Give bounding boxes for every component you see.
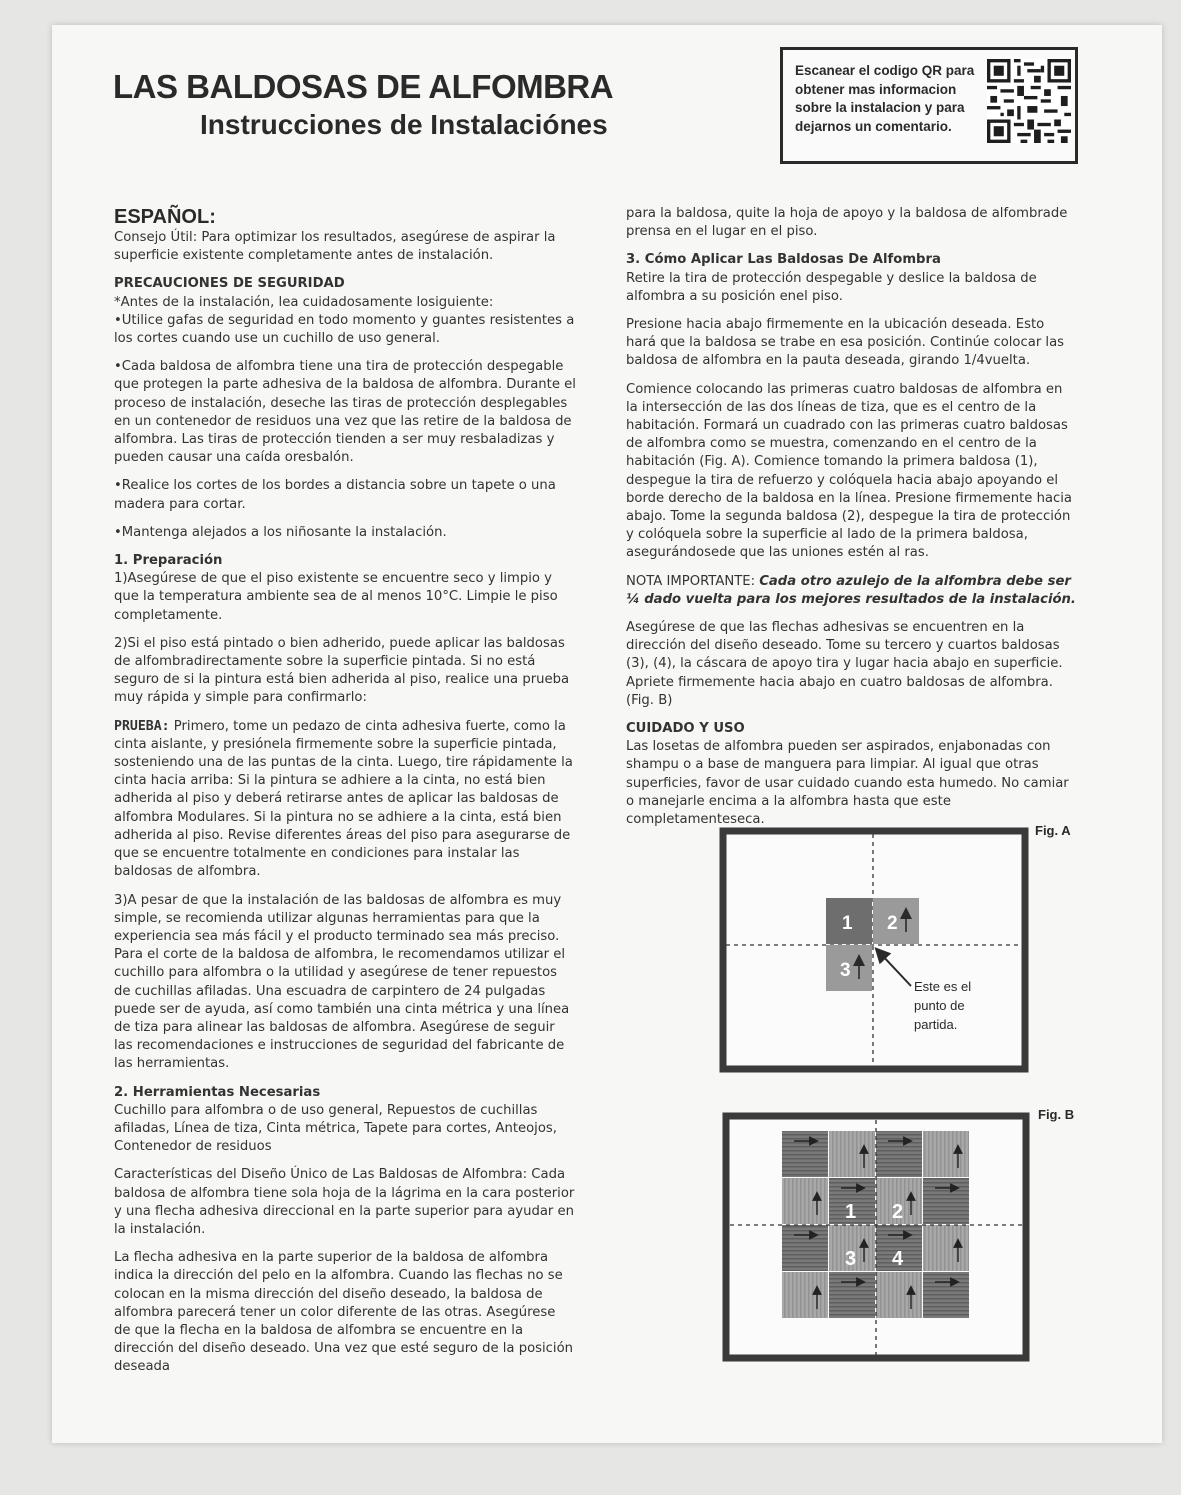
test-text: Primero, tome un pedazo de cinta adhesiva fuerte, como la cinta aislante, y presiónela firmemente sobre la superficie pintada, sosteniendo una de las puntas de la cinta. Luego, tire rápidamente la cinta hacia arriba: Si la pintura se adhiere a la cinta, no está bien adherida al piso y deberá retirarse antes de aplicar las baldosas de alfombra Modulares. Si la pintura no se adhiere a la cinta, está bien adherida al piso. Revise diferentes áreas del piso para asegurarse de que se encuentre totalmente en condiciones para instalar las baldosas de alfombra. <box>114 718 573 880</box>
tools-text: Cuchillo para alfombra o de uso general, Repuestos de cuchillas afiladas, Línea de tiza, Cinta métrica, Tapete para cortes, Anteojos, Contenedor de residuos <box>114 1102 557 1155</box>
apply-step: Comience colocando las primeras cuatro baldosas de alfombra en la intersección de las dos líneas de tiza, que es el centro de la habitación. Formará un cuadrado con las primeras cuatro baldosas de alfombra como se muestra, comenzando en el centro de la habitación (Fig. A). Comience tomando la primera baldosa (1), despegue la tira de refuerzo y colóquela hacia abajo apoyando el borde derecho de la baldosa en la línea. Presione firmemente hacia abajo. Tome la segunda baldosa (2), despegue la tira de protección y colóquela sobre la superficie al lado de la primera baldosa, asegurándosede que las uniones estén al ras. <box>626 381 1072 561</box>
carpet-tile <box>923 1178 969 1224</box>
carpet-tile <box>923 1225 969 1271</box>
tile-number: 1 <box>845 1201 857 1223</box>
figure-a <box>718 826 1030 1074</box>
tile-number: 1 <box>842 913 853 934</box>
fig-b-label: Fig. B <box>1038 1107 1075 1122</box>
tile-number: 3 <box>840 960 851 981</box>
tile-number: 4 <box>892 1248 904 1270</box>
callout-line: punto de <box>914 998 965 1013</box>
prep-step: 3)A pesar de que la instalación de las baldosas de alfombra es muy simple, se recomienda utilizar algunas herramientas para que la experiencia sea más fácil y el producto terminado sea más preciso. Para el corte de la baldosa de alfombra, le recomendamos utilizar el cuchillo para alfombra o la utilidad y asegúrese de tener repuestos de cuchillas afiladas. Una escuadra de carpintero de 24 pulgadas puede ser de ayuda, así como también una cinta métrica y una línea de tiza para alinear las baldosas de alfombra. Asegúrese de seguir las recomendaciones e instrucciones de seguridad del fabricante de las herramientas. <box>114 892 570 1072</box>
prep-step: 2)Si el piso está pintado o bien adherido, puede aplicar las baldosas de alfombradirectamente sobre la superficie pintada. Si no está seguro de si la pintura está bien adherida al piso, realice una prueba muy rápida y simple para confirmarlo: <box>114 635 570 706</box>
care-heading: CUIDADO Y USO <box>626 721 745 737</box>
right-column <box>626 205 1076 839</box>
test-label: PRUEBA: <box>114 718 170 734</box>
safety-item: •Utilice gafas de seguridad en todo momento y guantes resistentes a los cortes cuando use un cuchillo de uso general. <box>114 312 575 347</box>
arrow-text: La flecha adhesiva en la parte superior de la baldosa de alfombra indica la dirección del pelo en la alfombra. Cuando las flechas no se colocan en la misma dirección del diseño deseado, la baldosa de alfombra parecerá tener un color diferente de las otras. Asegúrese de que la flecha en la baldosa de alfombra se encuentre en la dirección del diseño deseado. Una vez que esté seguro de la posición deseada <box>114 1250 574 1375</box>
continuation-text: para la baldosa, quite la hoja de apoyo y la baldosa de alfombrade prensa en el lugar en el piso. <box>626 206 1068 240</box>
carpet-tile <box>782 1272 828 1318</box>
apply-step: Retire la tira de protección despegable y deslice la baldosa de alfombra a su posición enel piso. <box>626 270 1037 304</box>
language-heading: ESPAÑOL: <box>114 206 216 228</box>
carpet-tile <box>876 1272 922 1318</box>
safety-intro: *Antes de la instalación, lea cuidadosamente losiguiente: <box>114 294 494 310</box>
subtitle: Instrucciones de Instalaciónes <box>200 109 608 140</box>
qr-code-icon[interactable] <box>987 59 1071 143</box>
carpet-tile <box>923 1131 969 1177</box>
callout-line: Este es el <box>914 979 972 994</box>
apply-step: Presione hacia abajo firmemente en la ubicación deseada. Esto hará que la baldosa se trabe en esa posición. Continúe colocar las baldosa de alfombra en la pauta deseada, girando 1/4vuelta. <box>626 317 1065 369</box>
apply-step: Asegúrese de que las flechas adhesivas se encuentren en la dirección del diseño deseado. Tome su tercero y cuartos baldosas (3), (4), la cáscara de apoyo tira y lugar hacia abajo en superficie. Apriete firmemente hacia abajo en cuatro baldosas de alfombra. (Fig. B) <box>626 620 1063 708</box>
tip-text: Consejo Útil: Para optimizar los resultados, asegúrese de aspirar la superficie existente completamente antes de instalación. <box>114 230 556 264</box>
qr-box <box>780 47 1078 164</box>
carpet-tile <box>782 1131 828 1177</box>
apply-heading: 3. Cómo Aplicar Las Baldosas De Alfombra <box>626 252 941 268</box>
figure-b <box>720 1110 1032 1364</box>
prep-step: 1)Asegúrese de que el piso existente se encuentre seco y limpio y que la temperatura ambiente sea de al menos 10°C. Limpie le piso completamente. <box>114 571 558 623</box>
note-label: NOTA IMPORTANTE: <box>626 573 760 589</box>
carpet-tile <box>829 1131 875 1177</box>
test-paragraph <box>114 718 576 882</box>
carpet-tile <box>829 1272 875 1318</box>
left-column <box>114 205 576 1387</box>
important-note <box>626 573 1076 609</box>
note-text: Cada otro azulejo de la alfombra debe ser ¼ dado vuelta para los mejores resultados de la instalación. <box>626 573 1076 607</box>
design-text: Características del Diseño Único de Las Baldosas de Alfombra: Cada baldosa de alfombra tiene sola hoja de la lágrima en la cara posterior y una flecha adhesiva direccional en la parte superior para ayudar en la instalación. <box>114 1167 575 1237</box>
prep-heading: 1. Preparación <box>114 553 223 569</box>
tile-2 <box>873 898 919 944</box>
tile-1 <box>826 898 872 944</box>
tile-number: 2 <box>892 1201 904 1223</box>
callout-line: partida. <box>914 1017 958 1032</box>
safety-item: •Mantenga alejados a los niñosante la instalación. <box>114 524 447 540</box>
carpet-tile <box>876 1131 922 1177</box>
tile-number: 3 <box>845 1248 857 1270</box>
fig-a-label: Fig. A <box>1035 823 1071 838</box>
qr-text: Escanear el codigo QR para obtener mas informacion sobre la instalacion y para dejarnos un comentario. <box>795 63 975 134</box>
safety-heading: PRECAUCIONES DE SEGURIDAD <box>114 276 345 292</box>
tile-number: 2 <box>887 913 898 934</box>
carpet-tile <box>782 1178 828 1224</box>
safety-item: •Cada baldosa de alfombra tiene una tira de protección despegable que protegen la parte adhesiva de la baldosa de alfombra. Durante el proceso de instalación, deseche las tiras de protección desplegables en un contenedor de residuos una vez que las retire de la baldosa de alfombra. Las tiras de protección tienden a ser muy resbaladizas y pueden causar una caída oresbalón. <box>114 359 576 466</box>
care-text: Las losetas de alfombra pueden ser aspirados, enjabonadas con shampu o a base de manguera para limpiar. Al igual que otras superficies, favor de usar cuidado cuando esta humedo. No camiar o manejarle encima a la alfombra hasta que este completamenteseca. <box>626 739 1069 828</box>
tile-3 <box>826 945 872 991</box>
carpet-tile <box>923 1272 969 1318</box>
main-title: LAS BALDOSAS DE ALFOMBRA <box>113 68 614 105</box>
tools-heading: 2. Herramientas Necesarias <box>114 1084 321 1100</box>
room-outline <box>723 831 1025 1069</box>
safety-item: •Realice los cortes de los bordes a distancia sobre un tapete o una madera para cortar. <box>114 478 556 512</box>
carpet-tile <box>782 1225 828 1271</box>
